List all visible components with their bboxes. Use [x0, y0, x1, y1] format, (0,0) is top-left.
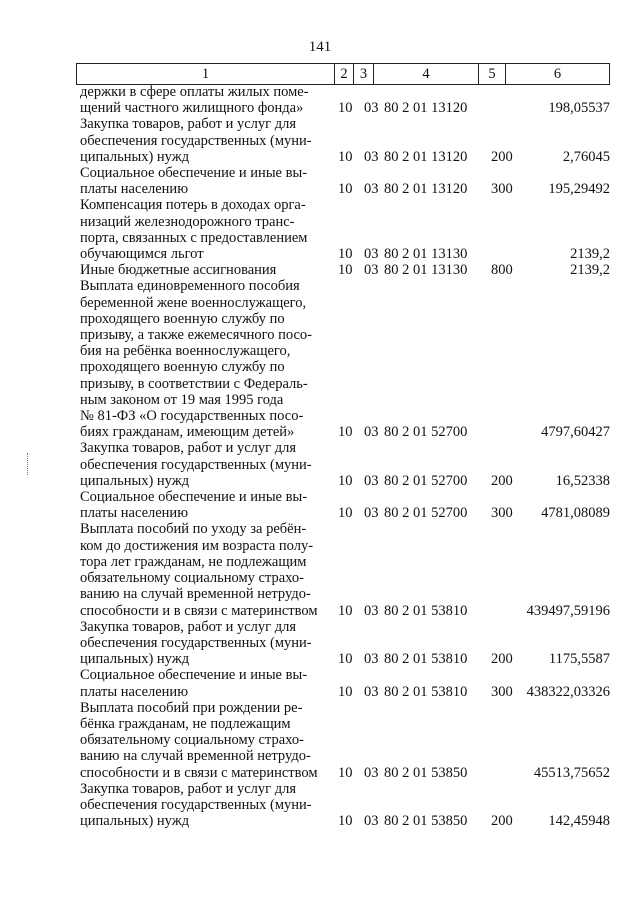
row-name: Закупка товаров, работ и услуг для обеспечения государственных (муни- ципальных) нужд	[80, 116, 312, 165]
row-subsection: 03	[364, 424, 379, 441]
table-header	[76, 63, 610, 85]
table-row	[80, 440, 610, 489]
table-row	[80, 619, 610, 668]
row-expense-type: 200	[491, 472, 513, 489]
row-target-code: 80 2 01 53810	[384, 683, 468, 700]
row-target-code: 80 2 01 53850	[384, 813, 468, 830]
row-amount: 2139,2	[570, 262, 610, 279]
budget-table-body	[80, 84, 610, 829]
row-target-code: 80 2 01 52700	[384, 472, 468, 489]
row-subsection: 03	[364, 246, 379, 263]
row-amount: 4781,08089	[541, 505, 610, 522]
row-amount: 45513,75652	[533, 764, 610, 781]
table-row	[80, 116, 610, 165]
row-subsection: 03	[364, 148, 379, 165]
row-name: держки в сфере оплаты жилых поме- щений частного жилищного фонда»	[80, 84, 309, 117]
row-subsection: 03	[364, 100, 379, 117]
row-amount: 439497,59196	[526, 602, 610, 619]
header-col-5: 5	[479, 64, 506, 84]
row-amount: 195,29492	[548, 181, 610, 198]
row-target-code: 80 2 01 53850	[384, 764, 468, 781]
header-col-6: 6	[553, 66, 562, 82]
row-section: 10	[338, 764, 353, 781]
row-name: Закупка товаров, работ и услуг для обеспечения государственных (муни- ципальных) нужд	[80, 440, 312, 489]
page-number: 141	[308, 39, 332, 55]
row-section: 10	[338, 651, 353, 668]
header-col-3: 3	[354, 64, 374, 84]
row-subsection: 03	[364, 683, 379, 700]
table-row	[80, 667, 610, 699]
row-subsection: 03	[364, 602, 379, 619]
row-target-code: 80 2 01 13120	[384, 100, 468, 117]
row-subsection: 03	[364, 472, 379, 489]
row-name: Социальное обеспечение и иные вы- платы населению	[80, 165, 308, 198]
row-amount: 1175,5587	[548, 651, 610, 668]
row-section: 10	[338, 148, 353, 165]
row-expense-type: 800	[491, 262, 513, 279]
row-name: Выплата пособий по уходу за ребён- ком до достижения им возраста полу- тора лет гражданам, не подлежащим обязательному социальному страхо- ванию на случай временной нетрудо- способности и в связи с материнством	[80, 521, 318, 619]
row-target-code: 80 2 01 53810	[384, 602, 468, 619]
row-amount: 2139,2	[570, 246, 610, 263]
row-target-code: 80 2 01 13130	[384, 262, 468, 279]
row-name: Иные бюджетные ассигнования	[80, 262, 277, 279]
row-name: Закупка товаров, работ и услуг для обеспечения государственных (муни- ципальных) нужд	[80, 780, 312, 830]
row-target-code: 80 2 01 53810	[384, 651, 468, 668]
table-row	[80, 700, 610, 781]
header-col-2: 2	[335, 64, 354, 84]
row-expense-type: 200	[491, 651, 513, 668]
row-amount: 16,52338	[555, 472, 610, 489]
row-expense-type: 300	[491, 505, 513, 522]
table-row	[80, 165, 610, 197]
row-target-code: 80 2 01 13130	[384, 246, 468, 263]
row-name: Выплата пособий при рождении ре- бёнка гражданам, не подлежащим обязательному социальному страхо- ванию на случай временной нетрудо- способности и в связи с материнством	[80, 699, 318, 781]
row-name: Компенсация потерь в доходах орга- низаций железнодорожного транс- порта, связанных с предоставлением обучающимся льгот	[80, 197, 308, 263]
row-name: Закупка товаров, работ и услуг для обеспечения государственных (муни- ципальных) нужд	[80, 618, 312, 668]
row-expense-type: 200	[491, 148, 513, 165]
row-expense-type: 200	[491, 813, 513, 830]
row-section: 10	[338, 472, 353, 489]
row-name: Социальное обеспечение и иные вы- платы населению	[80, 667, 308, 700]
table-row	[80, 489, 610, 521]
table-row	[80, 781, 610, 830]
row-target-code: 80 2 01 52700	[384, 424, 468, 441]
row-subsection: 03	[364, 181, 379, 198]
table-row	[80, 84, 610, 116]
row-name: Социальное обеспечение и иные вы- платы населению	[80, 489, 308, 522]
row-subsection: 03	[364, 262, 379, 279]
table-row	[80, 262, 610, 278]
row-expense-type: 300	[491, 683, 513, 700]
row-target-code: 80 2 01 13120	[384, 181, 468, 198]
table-row	[80, 521, 610, 618]
row-section: 10	[338, 813, 353, 830]
row-amount: 438322,03326	[526, 683, 610, 700]
row-section: 10	[338, 262, 353, 279]
row-amount: 198,05537	[548, 100, 610, 117]
table-row	[80, 278, 610, 440]
row-amount: 2,76045	[562, 148, 610, 165]
row-subsection: 03	[364, 651, 379, 668]
row-section: 10	[338, 683, 353, 700]
row-subsection: 03	[364, 813, 379, 830]
row-name: Выплата единовременного пособия берeменной жене военнослужащего, проходящего военную службу по призыву, а также ежемесячного посо- бия на ребёнка военнослужащего, проходящего военную службу по призыву, в соответствии с Федераль- ным законом от 19 мая 1995 года № 81-ФЗ «О государственных посо- биях гражданам, имеющим детей»	[80, 278, 313, 441]
row-section: 10	[338, 602, 353, 619]
row-subsection: 03	[364, 764, 379, 781]
row-section: 10	[338, 424, 353, 441]
row-section: 10	[338, 181, 353, 198]
row-amount: 4797,60427	[541, 424, 610, 441]
scan-artifact	[27, 453, 32, 475]
row-amount: 142,45948	[548, 813, 610, 830]
row-section: 10	[338, 246, 353, 263]
header-col-4: 4	[374, 64, 479, 84]
row-subsection: 03	[364, 505, 379, 522]
row-expense-type: 300	[491, 181, 513, 198]
header-col-1: 1	[77, 64, 335, 84]
row-target-code: 80 2 01 13120	[384, 148, 468, 165]
row-section: 10	[338, 100, 353, 117]
row-section: 10	[338, 505, 353, 522]
table-row	[80, 197, 610, 262]
row-target-code: 80 2 01 52700	[384, 505, 468, 522]
